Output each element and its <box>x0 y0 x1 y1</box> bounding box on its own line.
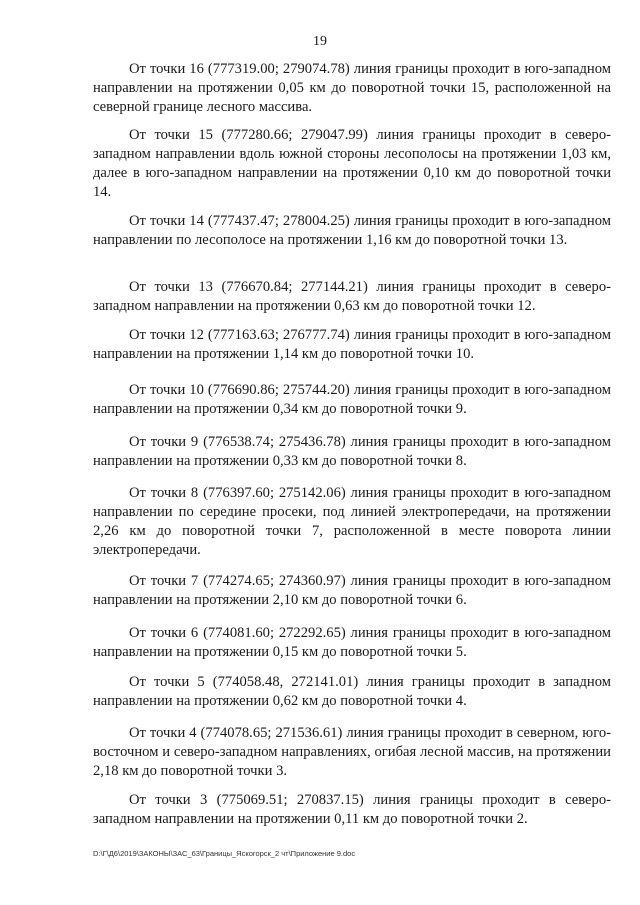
boundary-paragraph: От точки 4 (774078.65; 271536.61) линия границы проходит в северном, юго-восточном и северо-западном направлениях, огибая лесной массив, на протяжении 2,18 км до поворотной точки 3. <box>93 725 611 779</box>
boundary-paragraph: От точки 15 (777280.66; 279047.99) линия границы проходит в северо-западном направлении вдоль южной стороны лесополосы на протяжении 1,03 км, далее в юго-западном направлении на протяжении 0,10 км до поворотной точки 14. <box>93 127 611 200</box>
boundary-paragraph: От точки 14 (777437.47; 278004.25) линия границы проходит в юго-западном направлении по лесополосе на протяжении 1,16 км до поворотной точки 13. <box>93 213 611 248</box>
boundary-paragraph: От точки 6 (774081.60; 272292.65) линия границы проходит в юго-западном направлении на протяжении 0,15 км до поворотной точки 5. <box>93 625 611 660</box>
boundary-paragraph: От точки 13 (776670.84; 277144.21) линия границы проходит в северо-западном направлении на протяжении 0,63 км до поворотной точки 12. <box>93 279 611 314</box>
boundary-paragraph: От точки 9 (776538.74; 275436.78) линия границы проходит в юго-западном направлении на протяжении 0,33 км до поворотной точки 8. <box>93 434 611 469</box>
boundary-paragraph: От точки 16 (777319.00; 279074.78) линия границы проходит в юго-западном направлении на протяжении 0,05 км до поворотной точки 15, расположенной на северной границе лесного массива. <box>93 61 611 115</box>
boundary-paragraph: От точки 10 (776690.86; 275744.20) линия границы проходит в юго-западном направлении на протяжении 0,34 км до поворотной точки 9. <box>93 382 611 417</box>
boundary-paragraph: От точки 3 (775069.51; 270837.15) линия границы проходит в северо-западном направлении на протяжении 0,11 км до поворотной точки 2. <box>93 792 611 827</box>
boundary-paragraph: От точки 5 (774058.48, 272141.01) линия границы проходит в западном направлении на протяжении 0,62 км до поворотной точки 4. <box>93 674 611 709</box>
file-path-footer: D:\Г\Д6\2019\ЗАКОНЫ\ЗАС_63\Границы_Яскогорск_2 чт\Приложение 9.doc <box>93 849 356 858</box>
boundary-paragraph: От точки 7 (774274.65; 274360.97) линия границы проходит в юго-западном направлении на протяжении 2,10 км до поворотной точки 6. <box>93 573 611 608</box>
boundary-paragraph: От точки 8 (776397.60; 275142.06) линия границы проходит в юго-западном направлении по середине просеки, под линией электропередачи, на протяжении 2,26 км до поворотной точки 7, расположенной в месте поворота линии электропередачи. <box>93 485 611 558</box>
page-number: 19 <box>313 34 327 49</box>
boundary-paragraph: От точки 12 (777163.63; 276777.74) линия границы проходит в юго-западном направлении на протяжении 1,14 км до поворотной точки 10. <box>93 327 611 362</box>
